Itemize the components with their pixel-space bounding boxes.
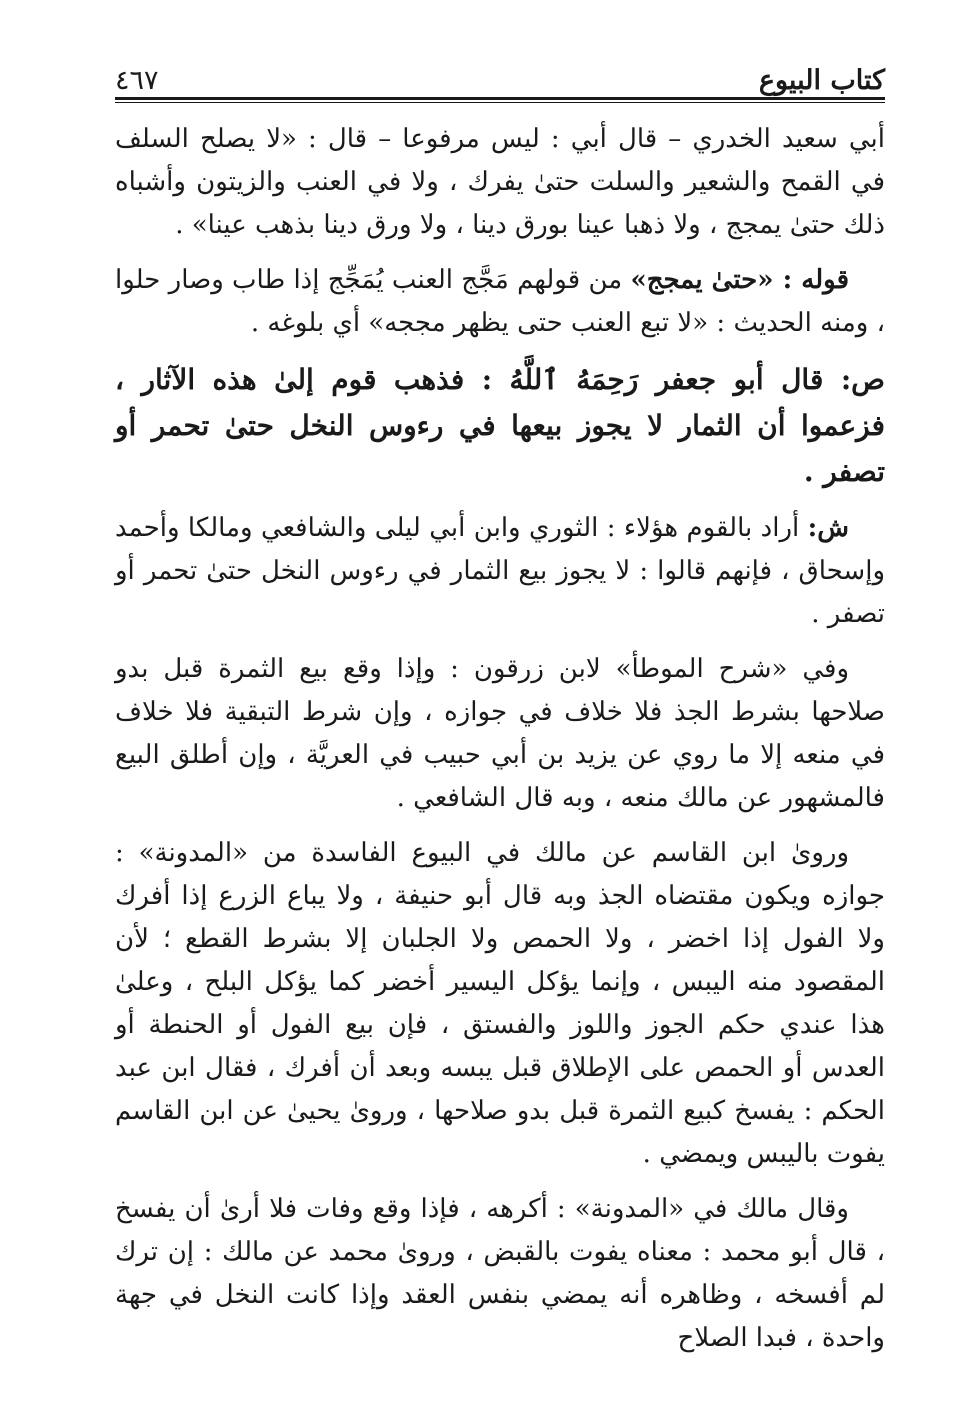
paragraph-text: أراد بالقوم هؤلاء : الثوري وابن أبي ليلى والشافعي ومالكا وأحمد وإسحاق ، فإنهم قالوا : لا يجوز بيع الثمار في رءوس النخل حتىٰ تحمر أو تصفر . <box>115 513 885 629</box>
paragraph-text: أبي سعيد الخدري – قال أبي : ليس مرفوعا – قال : «لا يصلح السلف في القمح والشعير والسلت حتىٰ يفرك ، ولا في العنب والزيتون وأشباه ذلك حتىٰ يمجج ، ولا ذهبا عينا بورق دينا ، ولا ورق دينا بذهب عينا» . <box>115 124 885 240</box>
paragraph-text: قال أبو جعفر رَحِمَهُ ٱللَّهُ : فذهب قوم إلىٰ هذه الآثار ، فزعموا أن الثمار لا يجوز بيعها في رءوس النخل حتىٰ تحمر أو تصفر . <box>115 363 885 488</box>
paragraph-text: وفي «شرح الموطأ» لابن زرقون : وإذا وقع بيع الثمرة قبل بدو صلاحها بشرط الجذ فلا خلاف في جوازه ، وإن شرط التبقية فلا خلاف في منعه إلا ما روي عن يزيد بن أبي حبيب في العريَّة ، وإن أطلق البيع فالمشهور عن مالك منعه ، وبه قال الشافعي . <box>115 654 885 813</box>
paragraph-hadith <box>115 118 885 247</box>
header-rule-thick <box>115 97 885 100</box>
paragraph-text-block <box>115 648 885 820</box>
gloss-label: قوله : «حتىٰ يمجج» <box>630 265 849 295</box>
paragraph-sharh <box>115 507 885 636</box>
paragraph-text-block <box>115 1188 885 1360</box>
chapter-title: كتاب البيوع <box>758 65 885 96</box>
page-number: ٤٦٧ <box>115 65 159 96</box>
header-rule-thin <box>115 102 885 103</box>
paragraph-text: من قولهم مَجَّج العنب يُمَجِّج إذا طاب وصار حلوا ، ومنه الحديث : «لا تبع العنب حتى يظهر مججه» أي بلوغه . <box>115 265 885 338</box>
sharh-label: ش: <box>807 513 849 543</box>
paragraph-gloss <box>115 259 885 345</box>
paragraph-text-block <box>115 832 885 1176</box>
page-header <box>115 56 885 96</box>
page-body <box>115 118 885 1372</box>
paragraph-text: وروىٰ ابن القاسم عن مالك في البيوع الفاسدة من «المدونة» : جوازه ويكون مقتضاه الجذ وبه قال أبو حنيفة ، ولا يباع الزرع إذا أفرك ولا الفول إذا اخضر ، ولا الحمص ولا الجلبان إلا بشرط القطع ؛ لأن المقصود منه اليبس ، وإنما يؤكل اليسير أخضر كما يؤكل البلح ، وعلىٰ هذا عندي حكم الجوز واللوز والفستق ، فإن بيع الفول أو الحنطة أو العدس أو الحمص على الإطلاق قبل يبسه وبعد أن أفرك ، فقال ابن عبد الحكم : يفسخ كبيع الثمرة قبل بدو صلاحها ، وروىٰ يحيىٰ عن ابن القاسم يفوت باليبس ويمضي . <box>115 838 885 1169</box>
matn-label: ص: <box>840 363 885 396</box>
paragraph-matn <box>115 357 885 495</box>
paragraph-text: وقال مالك في «المدونة» : أكرهه ، فإذا وقع وفات فلا أرىٰ أن يفسخ ، قال أبو محمد : معناه يفوت بالقبض ، وروىٰ محمد عن مالك : إن ترك لم أفسخه ، وظاهره أنه يمضي بنفس العقد وإذا كانت النخل في جهة واحدة ، فبدا الصلاح <box>115 1194 885 1353</box>
